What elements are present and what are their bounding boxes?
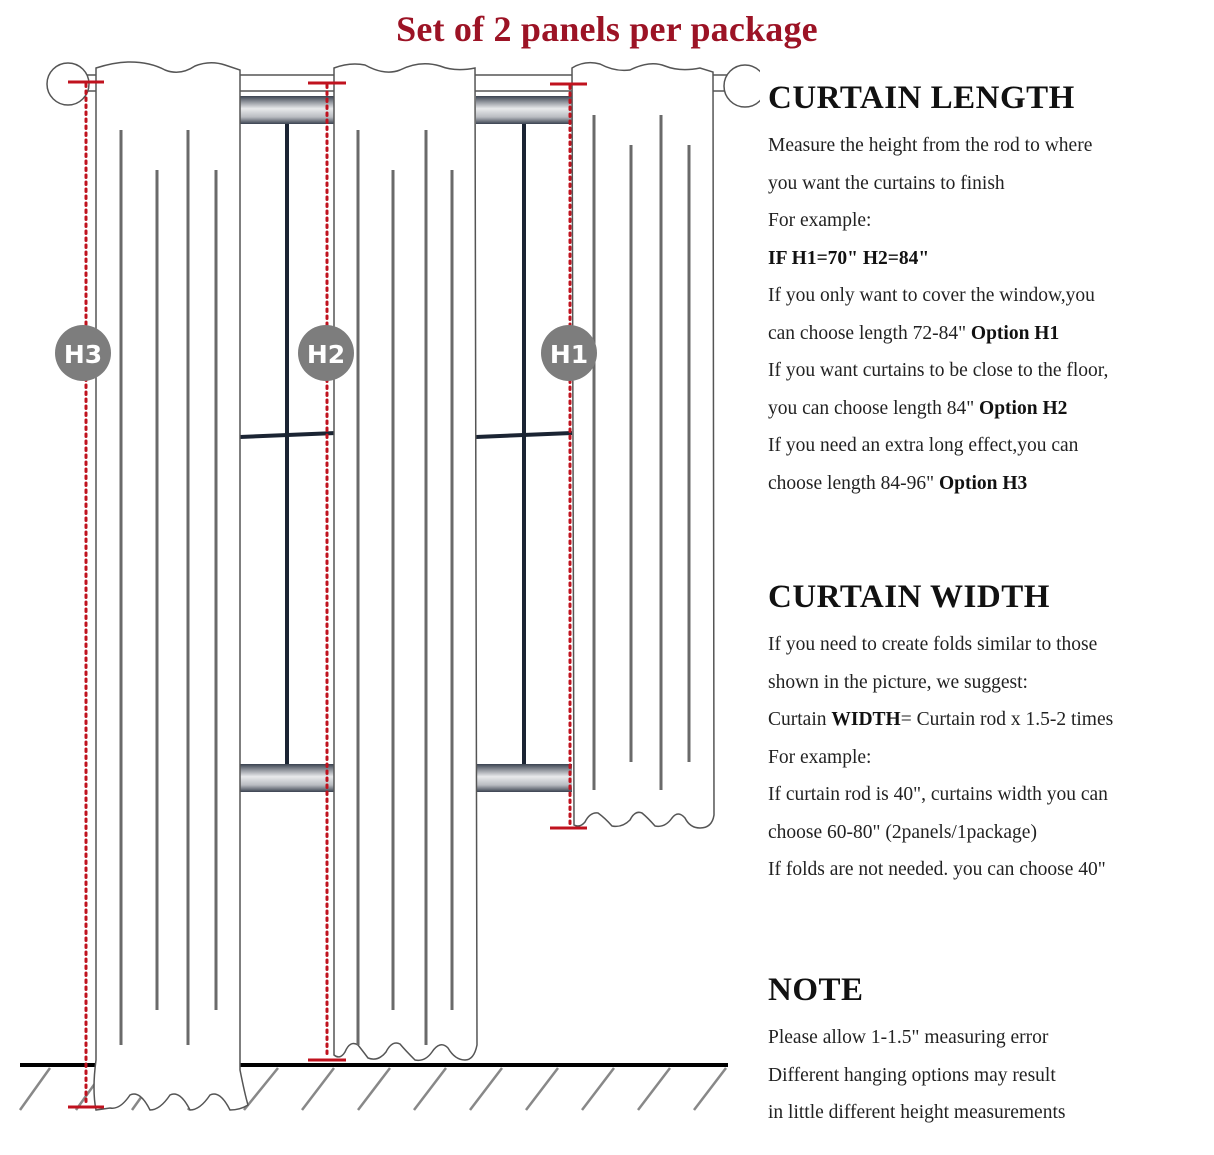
section-heading: CURTAIN LENGTH [768,80,1075,116]
section-body [768,1019,1065,1132]
page-title: Set of 2 panels per package [396,9,818,49]
curtain-panel-h2 [334,64,477,1061]
text-line: choose 60-80" (2panels/1package) [768,821,1037,843]
text-line: Measure the height from the rod to where [768,135,1093,156]
section-heading: NOTE [768,972,864,1008]
window-right [476,96,572,792]
curtain-panel-h3 [94,62,248,1110]
svg-text:H3: H3 [63,340,103,369]
curtain-panel-h1 [572,63,714,828]
svg-text:H2: H2 [306,340,346,369]
badge-h3 [55,325,111,381]
section-note [768,970,1065,1132]
section-curtain-length [768,78,1108,502]
text-line: If folds are not needed. you can choose 40" [768,859,1106,880]
svg-text:H1: H1 [549,340,589,369]
text-line: you want the curtains to finish [768,172,1005,194]
text-line: Curtain WIDTH= Curtain rod x 1.5-2 times [768,709,1114,730]
section-body [768,626,1113,889]
text-line: Please allow 1-1.5" measuring error [768,1027,1049,1048]
rod-finial-right [724,65,760,107]
badge-h1 [541,325,597,381]
text-line: If you only want to cover the window,you [768,285,1095,306]
text-line: can choose length 72-84" Option H1 [768,322,1060,344]
text-line: shown in the picture, we suggest: [768,671,1028,693]
text-line: If you need to create folds similar to those [768,634,1098,655]
text-line: For example: [768,746,872,768]
text-line: you can choose length 84" Option H2 [768,397,1068,419]
badge-h2 [298,325,354,381]
text-line: If you want curtains to be close to the floor, [768,360,1109,381]
text-line: IF H1=70" H2=84" [768,247,930,269]
text-line: If you need an extra long effect,you can [768,435,1079,456]
text-line: Different hanging options may result [768,1064,1056,1086]
rod-finial-left [47,63,89,105]
text-line: If curtain rod is 40", curtains width you can [768,784,1108,805]
window-left [240,96,336,792]
text-line: in little different height measurements [768,1102,1066,1123]
section-heading: CURTAIN WIDTH [768,579,1050,615]
section-curtain-width [768,577,1113,889]
text-line: choose length 84-96" Option H3 [768,472,1028,494]
section-body [768,127,1108,502]
text-line: For example: [768,210,872,231]
